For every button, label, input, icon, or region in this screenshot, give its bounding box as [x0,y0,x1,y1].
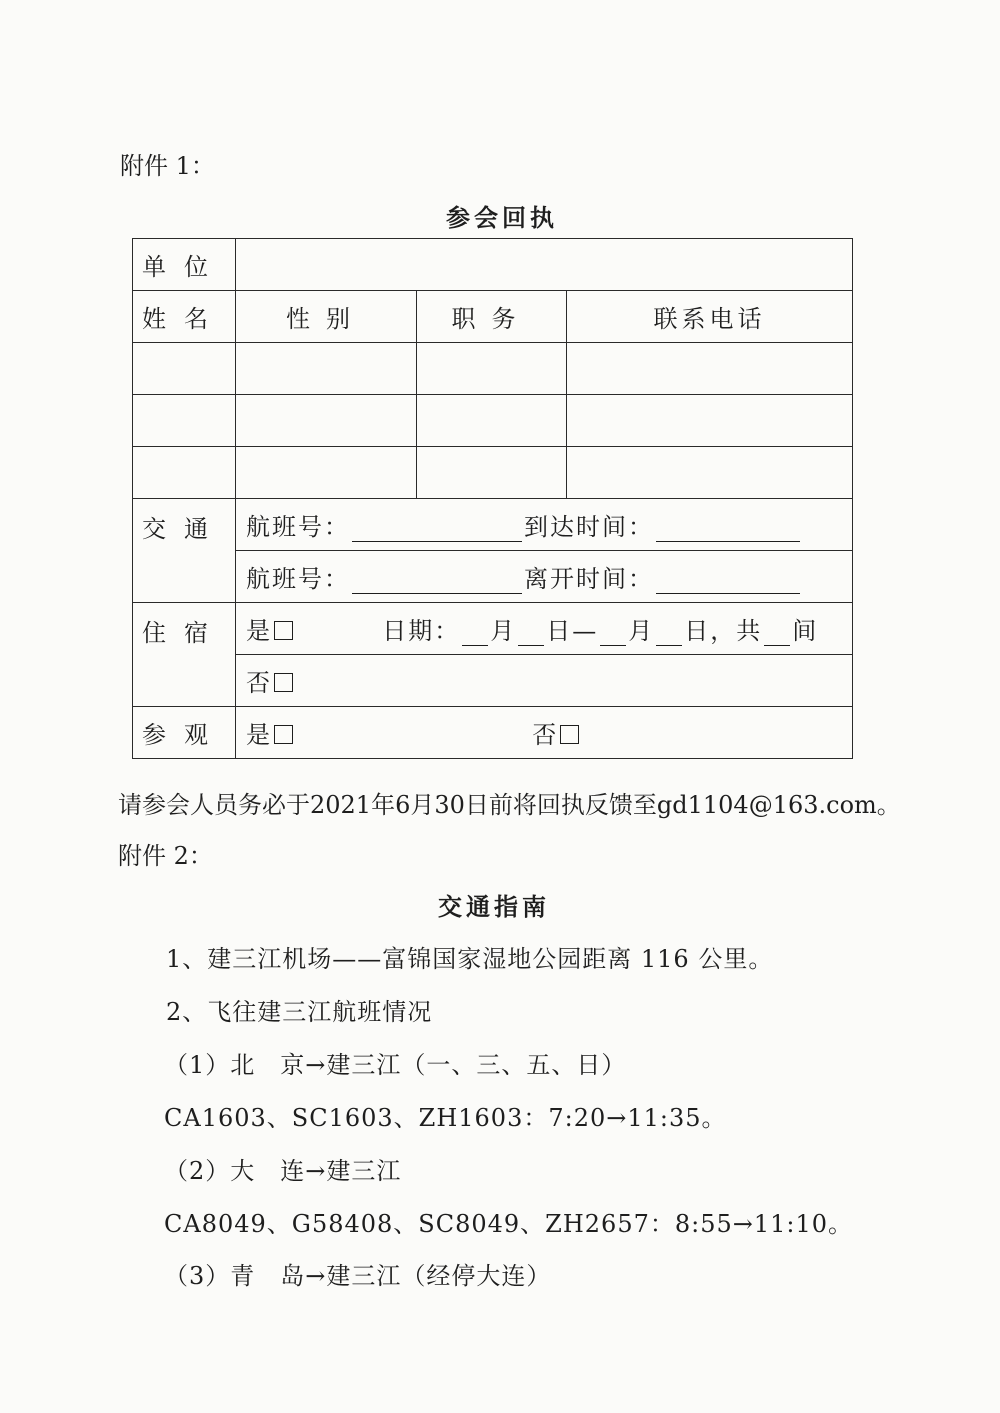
table-row [133,447,853,499]
transport-row-departure [133,551,853,603]
flight-no-blank[interactable] [352,569,522,594]
table-row [133,343,853,395]
gender-cell[interactable] [236,343,417,395]
yes-label: 是 [246,721,272,749]
lodging-no-field [236,655,853,707]
rooms-blank[interactable] [764,621,790,646]
departure-time-blank[interactable] [656,569,800,594]
name-cell[interactable] [133,447,236,499]
name-header: 姓名 [133,291,236,343]
receipt-title: 参会回执 [446,203,558,232]
no-label: 否 [246,669,272,697]
lodging-row-no [133,655,853,707]
table-row [133,395,853,447]
total-label: ，共 [710,617,763,645]
guide-item: （1）北 京→建三江（一、三、五、日） [164,1051,627,1079]
transport-row-arrival [133,499,853,551]
unit-field[interactable] [236,239,853,291]
visit-row [133,707,853,759]
month-label: 月 [628,617,655,645]
attachment-2-label: 附件 2： [118,842,213,870]
receipt-table [132,238,853,759]
rooms-label: 间 [792,617,819,645]
day-label: 日 [684,617,711,645]
arrival-time-label: 到达时间： [524,513,654,541]
guide-item: （2）大 连→建三江 [164,1157,402,1185]
attachment-1-label: 附件 1： [120,152,215,180]
departure-time-label: 离开时间： [524,565,654,593]
gender-cell[interactable] [236,395,417,447]
phone-cell[interactable] [567,343,853,395]
month-blank[interactable] [600,621,626,646]
lodging-row-yes [133,603,853,655]
lodging-label: 住宿 [133,603,236,707]
gender-cell[interactable] [236,447,417,499]
arrival-field[interactable] [236,499,853,551]
visit-label: 参观 [133,707,236,759]
gender-header: 性别 [236,291,417,343]
date-label: 日期： [382,617,461,645]
yes-label: 是 [246,617,272,645]
lodging-no-checkbox[interactable] [274,673,293,692]
guide-item: 1、建三江机场——富锦国家湿地公园距离 116 公里。 [166,945,774,973]
arrival-time-blank[interactable] [656,517,800,542]
name-cell[interactable] [133,343,236,395]
flight-no-label: 航班号： [246,513,350,541]
flight-no-label: 航班号： [246,565,350,593]
day-blank[interactable] [656,621,682,646]
unit-label: 单位 [133,239,236,291]
month-blank[interactable] [462,621,488,646]
departure-field[interactable] [236,551,853,603]
month-label: 月 [490,617,517,645]
unit-row [133,239,853,291]
guide-item: 2、飞往建三江航班情况 [166,998,433,1026]
flight-list: CA8049、G58408、SC8049、ZH2657：8:55→11:10。 [164,1210,854,1238]
flight-no-blank[interactable] [352,517,522,542]
position-header: 职务 [417,291,567,343]
flight-list: CA1603、SC1603、ZH1603：7:20→11:35。 [164,1104,727,1132]
lodging-yes-checkbox[interactable] [274,621,293,640]
phone-cell[interactable] [567,395,853,447]
position-cell[interactable] [417,343,567,395]
lodging-yes-field [236,603,853,655]
position-cell[interactable] [417,447,567,499]
phone-header: 联系电话 [567,291,853,343]
name-cell[interactable] [133,395,236,447]
visit-yes-checkbox[interactable] [274,725,293,744]
header-row [133,291,853,343]
phone-cell[interactable] [567,447,853,499]
guide-item: （3）青 岛→建三江（经停大连） [164,1262,552,1290]
receipt-note: 请参会人员务必于2021年6月30日前将回执反馈至gd1104@163.com。 [118,791,901,819]
position-cell[interactable] [417,395,567,447]
no-label: 否 [532,721,559,749]
date-dash: — [572,617,599,645]
visit-no-checkbox[interactable] [560,725,579,744]
visit-field [236,707,853,759]
day-label: 日 [546,617,573,645]
day-blank[interactable] [518,621,544,646]
transport-label: 交通 [133,499,236,603]
transport-guide-title: 交通指南 [438,892,550,921]
